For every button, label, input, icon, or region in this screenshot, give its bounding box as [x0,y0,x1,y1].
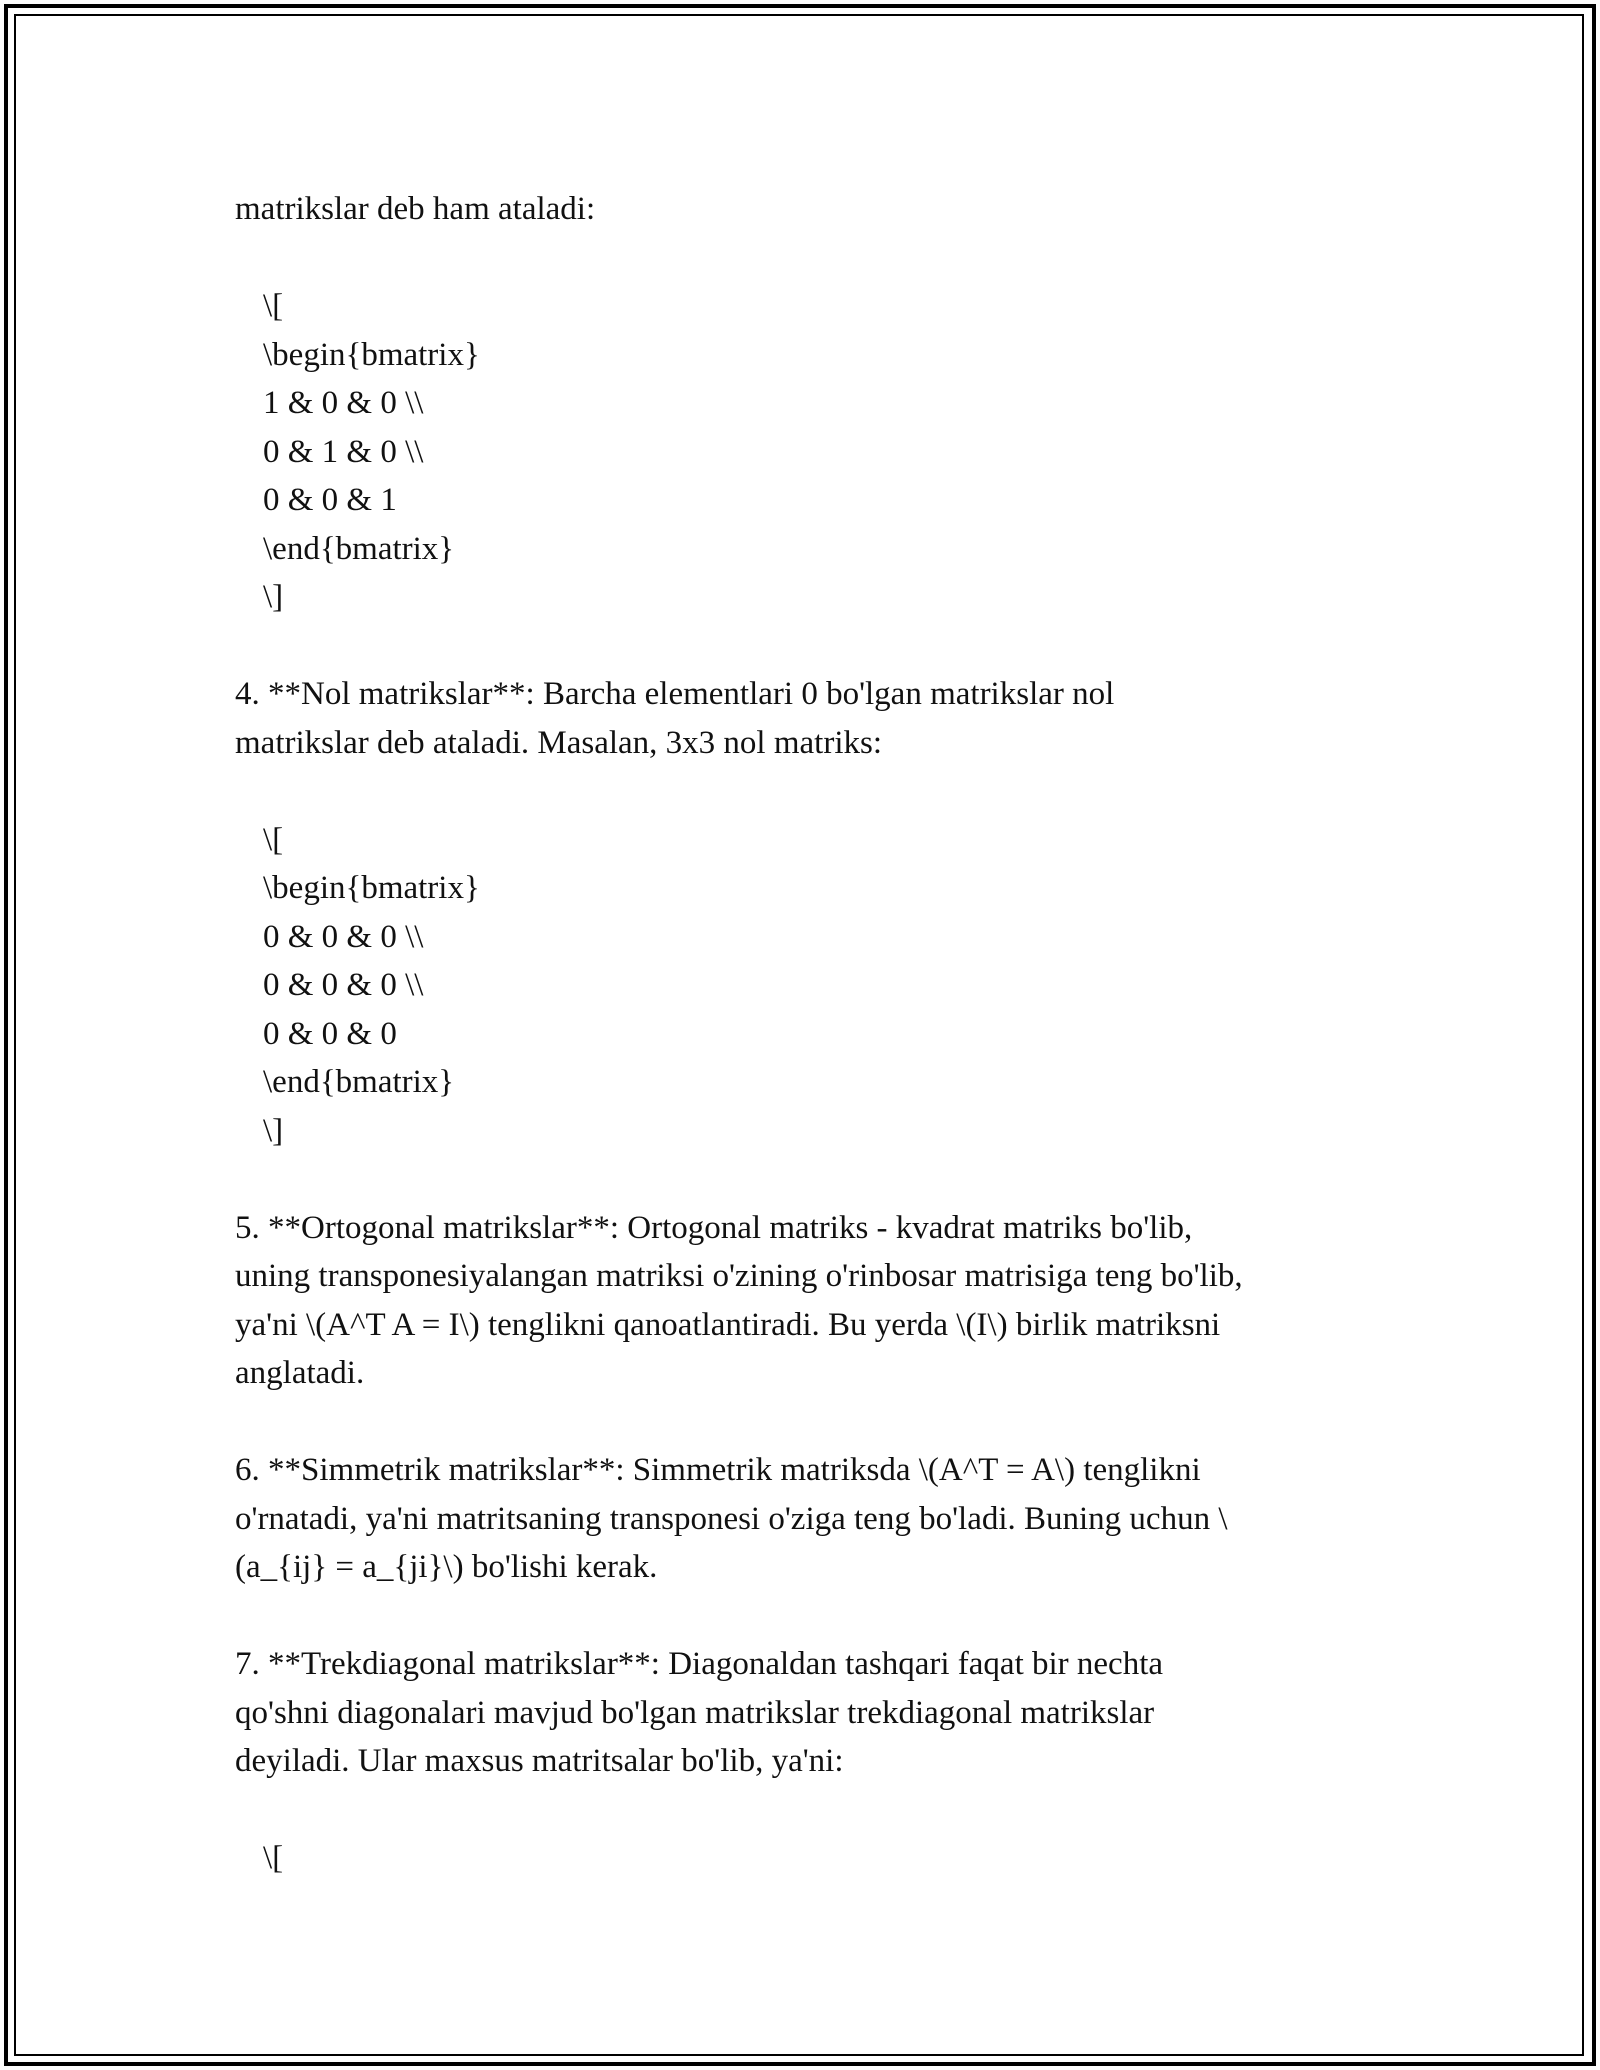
trailing-latex-open: \[ [263,1840,284,1876]
spacer [235,622,1375,671]
intro-line: matrikslar deb ham ataladi: [235,191,596,227]
item-orthogonal-matrices: 5. **Ortogonal matrikslar**: Ortogonal matriks - kvadrat matriks bo'lib, uning transponesiyalangan matriksi o'zining o'rinbosar matrisiga teng bo'lib, ya'ni \(A^T A = I\) tenglikni qanoatlantiradi. Bu yerda \(I\) birlik matriksni anglatadi. [235,1209,1243,1391]
spacer [235,234,1375,283]
spacer [235,767,1375,816]
spacer [235,1155,1375,1204]
spacer [235,1592,1375,1641]
item-zero-matrices: 4. **Nol matrikslar**: Barcha elementlari 0 bo'lgan matrikslar nol matrikslar deb ataladi. Masalan, 3x3 nol matriks: [235,676,1115,761]
zero-matrix-latex: \[ \begin{bmatrix} 0 & 0 & 0 \\ 0 & 0 & 0 \\ 0 & 0 & 0 \end{bmatrix} \] [263,821,480,1149]
item-symmetric-matrices: 6. **Simmetrik matrikslar**: Simmetrik matriksda \(A^T = A\) tenglikni o'rnatadi, ya'ni matritsaning transponesi o'ziga teng bo'ladi. Buning uchun \ (a_{ij} = a_{ji}\) bo'lishi kerak. [235,1452,1228,1585]
document-page [235,185,1375,1883]
spacer [235,1786,1375,1835]
identity-matrix-latex: \[ \begin{bmatrix} 1 & 0 & 0 \\ 0 & 1 & 0 \\ 0 & 0 & 1 \end{bmatrix} \] [263,288,480,615]
item-tridiagonal-matrices: 7. **Trekdiagonal matrikslar**: Diagonaldan tashqari faqat bir nechta qo'shni diagonalari mavjud bo'lgan matrikslar trekdiagonal matrikslar deyiladi. Ular maxsus matritsalar bo'lib, ya'ni: [235,1646,1164,1779]
spacer [235,1398,1375,1447]
